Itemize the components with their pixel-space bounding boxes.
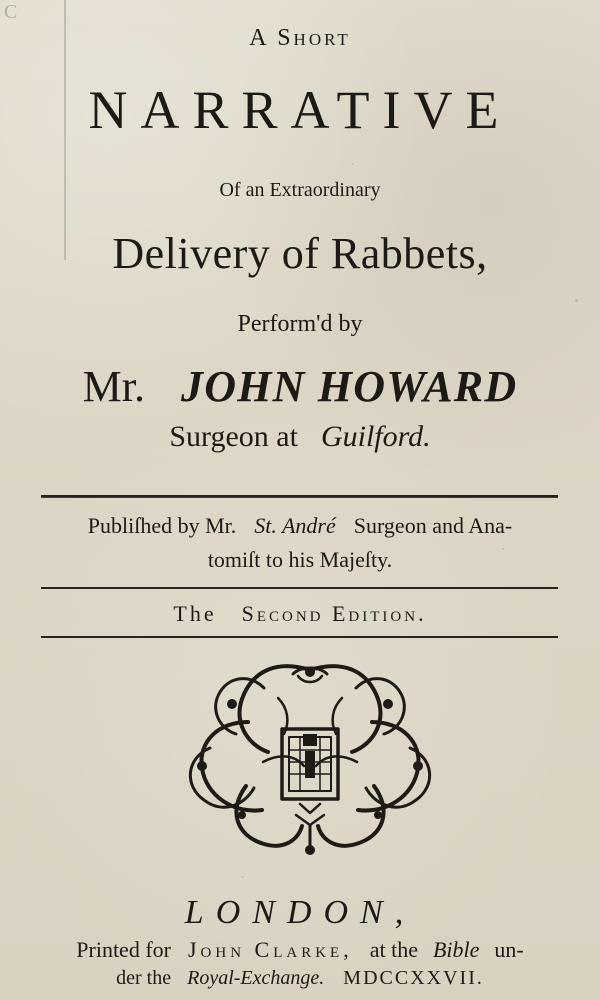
ornament [160, 650, 460, 870]
publication-prefix: Publiſhed by Mr. [87, 513, 237, 538]
printed-for: Printed for [76, 937, 171, 962]
edition-label: Second Edition. [241, 601, 427, 626]
horizontal-rule [41, 636, 558, 638]
person-name: JOHN HOWARD [181, 362, 518, 411]
subtitle-main: Delivery of Rabbets, [112, 229, 488, 278]
location-line [0, 420, 600, 454]
bible: Bible [432, 937, 480, 962]
publication-suffix: Surgeon and Ana- [353, 513, 513, 538]
title-a-short: A Short [249, 25, 351, 51]
publication-line-2: tomiſt to his Majeſty. [207, 547, 393, 572]
line-2-prefix: der the [116, 967, 172, 989]
under: un- [494, 937, 524, 962]
title-narrative: NARRATIVE [88, 80, 512, 140]
imprint-year: MDCCXXVII. [343, 967, 484, 989]
performed-by: Perform'd by [237, 311, 363, 337]
paper-speck [575, 299, 578, 302]
edition-line [0, 601, 600, 627]
person-prefix: Mr. [82, 362, 146, 411]
location-name: Guilford. [320, 420, 431, 453]
publication-name: St. André [254, 513, 336, 538]
paper-speck [242, 876, 244, 878]
paper-speck [352, 163, 354, 165]
subtitle-prefix: Of an Extraordinary [219, 179, 381, 201]
person-line [0, 362, 600, 411]
at-the: at the [369, 937, 418, 962]
horizontal-rule [41, 587, 558, 589]
imprint-line-1 [0, 937, 600, 963]
city-line: LONDON, [184, 894, 416, 931]
imprint-line-2 [0, 967, 600, 990]
corner-mark: C [4, 1, 18, 23]
royal-exchange: Royal-Exchange. [187, 967, 325, 989]
edition-prefix: The [173, 601, 217, 626]
printer-name: John Clarke, [187, 937, 353, 962]
publication-line-1 [0, 513, 600, 539]
horizontal-rule-thin [41, 497, 558, 498]
location-prefix: Surgeon at [169, 420, 298, 453]
